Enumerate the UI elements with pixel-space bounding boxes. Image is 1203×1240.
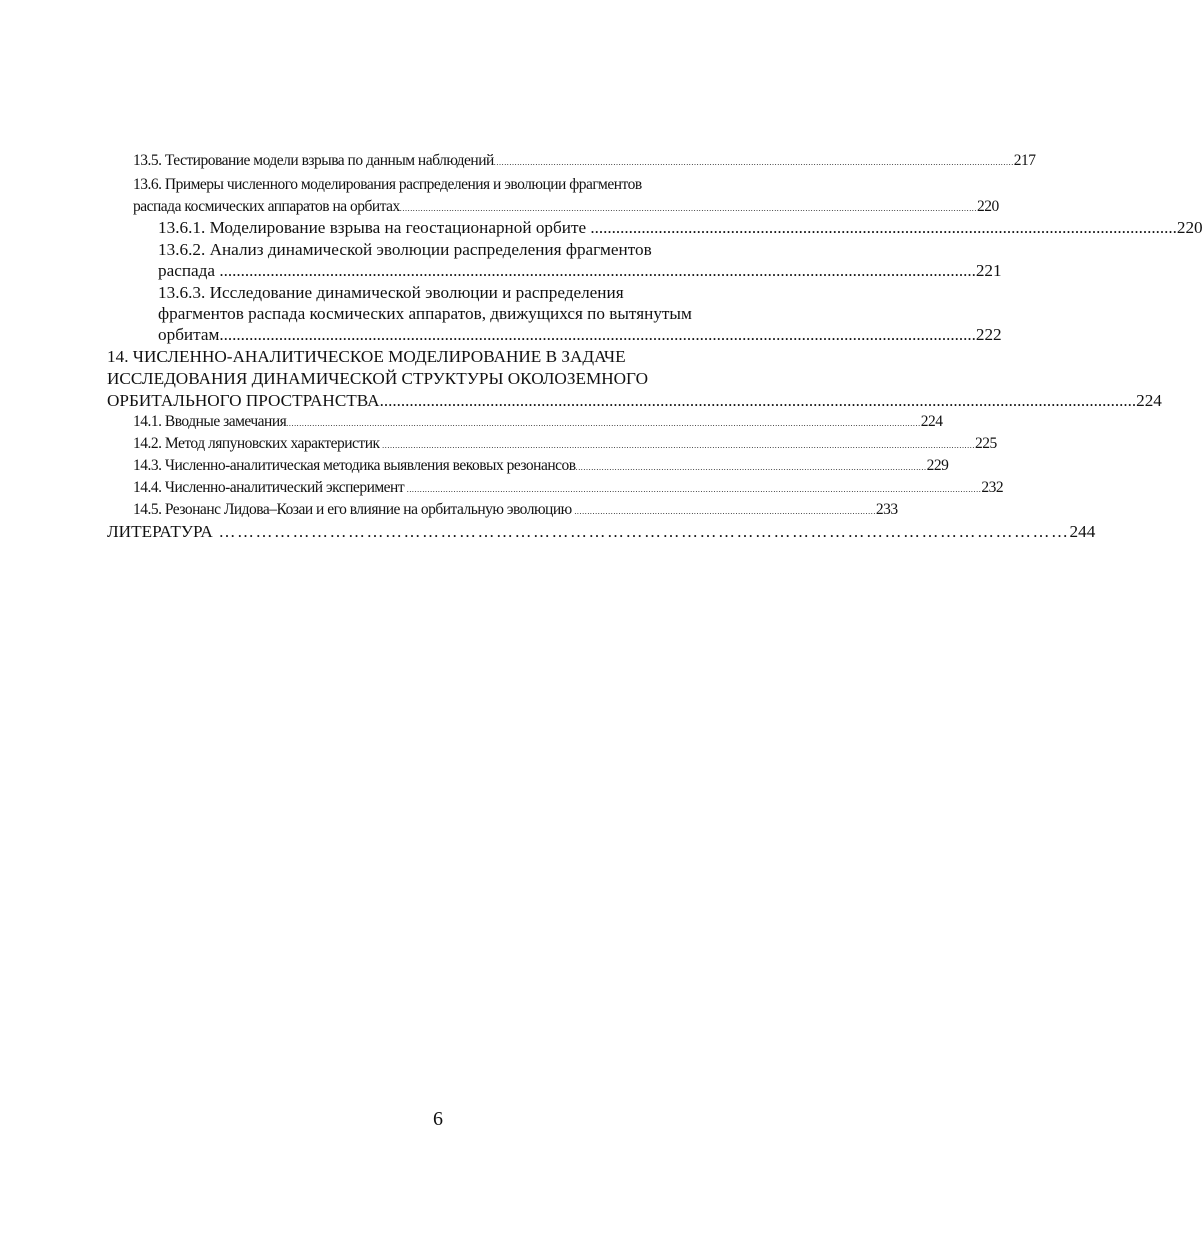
toc-leader-dots: .......................................................................................................................................... <box>586 218 1177 237</box>
toc-entry[interactable] <box>133 413 943 431</box>
toc-entry-title: 14.5. Резонанс Лидова–Козаи и его влияние на орбитальную эволюцию <box>133 501 572 518</box>
toc-entry-title: 14.4. Численно-аналитический эксперимент <box>133 479 405 496</box>
toc-page-number: 220 <box>977 198 999 215</box>
toc-page-number: 233 <box>875 501 898 518</box>
toc-leader-dots: .................................................................................................................................................................................. <box>219 325 976 344</box>
toc-chapter-continuation[interactable] <box>107 391 1162 411</box>
toc-entry-title: 14.2. Метод ляпуновских характеристик <box>133 435 380 452</box>
toc-entry[interactable] <box>133 152 1036 170</box>
toc-leader-dots: .............................................................................................................................................................................................................................. <box>399 204 977 213</box>
toc-entry-title: распада <box>158 261 216 280</box>
toc-entry[interactable] <box>133 457 949 475</box>
toc-entry[interactable] <box>158 240 767 260</box>
toc-leader-dots: .................................................................................................................................................................................................................................................... <box>286 419 921 428</box>
toc-leader-dots: ............................................................................................................................................................................................................................. <box>404 485 982 494</box>
toc-chapter-entry[interactable] <box>107 522 1096 542</box>
page-number: 6 <box>433 1108 443 1130</box>
toc-page-number: 222 <box>975 325 1002 344</box>
toc-entry-title: орбитам <box>158 325 220 344</box>
toc-entry[interactable] <box>158 218 1203 238</box>
toc-page-number: 229 <box>926 457 949 474</box>
toc-entry-title: 13.5. Тестирование модели взрыва по данным наблюдений <box>133 152 494 169</box>
toc-chapter-title: ЛИТЕРАТУРА <box>107 522 213 541</box>
toc-chapter-title: ИССЛЕДОВАНИЯ ДИНАМИЧЕСКОЙ СТРУКТУРЫ ОКОЛОЗЕМНОГО <box>107 369 648 388</box>
toc-page-number: 224 <box>920 413 943 430</box>
toc-chapter-title: ОРБИТАЛЬНОГО ПРОСТРАНСТВА <box>107 391 380 410</box>
toc-leader-dots: .................................................................................................................................................................................. <box>379 391 1137 410</box>
toc-entry-title: распада космических аппаратов на орбитах <box>133 198 400 215</box>
toc-page-number: 244 <box>1069 522 1096 541</box>
toc-entry[interactable] <box>133 176 767 194</box>
toc-entry-title: фрагментов распада космических аппаратов, движущихся по вытянутым <box>158 304 692 323</box>
toc-leader-dots: .................................................................................................................................................................................. <box>215 261 976 280</box>
toc-entry-title: 13.6.2. Анализ динамической эволюции распределения фрагментов <box>158 240 652 259</box>
toc-entry-title: 14.3. Численно-аналитическая методика выявления вековых резонансов <box>133 457 576 474</box>
toc-leader-dots: ........................................................................................................................................................................................................ <box>493 158 1014 167</box>
toc-page-number: 221 <box>975 261 1002 280</box>
toc-entry-title: 13.6.3. Исследование динамической эволюции и распределения <box>158 283 624 302</box>
toc-page-number: 224 <box>1136 391 1162 410</box>
toc-chapter-title: 14. ЧИСЛЕННО-АНАЛИТИЧЕСКОЕ МОДЕЛИРОВАНИЕ В ЗАДАЧЕ <box>107 347 626 366</box>
toc-entry[interactable] <box>133 501 898 519</box>
toc-entry-title: 14.1. Вводные замечания <box>133 413 287 430</box>
toc-entry-title: 13.6.1. Моделирование взрыва на геостационарной орбите <box>158 218 587 237</box>
toc-entry[interactable] <box>133 479 1004 497</box>
toc-page-number: 225 <box>974 435 997 452</box>
toc-page-number: 217 <box>1013 152 1036 169</box>
toc-entry-title: 13.6. Примеры численного моделирования распределения и эволюции фрагментов <box>133 176 642 193</box>
toc-chapter-entry[interactable] <box>107 347 767 367</box>
toc-entry[interactable] <box>133 435 997 453</box>
toc-leader-dots: ………………………………………………………………………………………………………………………… <box>212 522 1070 541</box>
toc-entry-continuation[interactable] <box>158 261 1002 281</box>
toc-entry-continuation[interactable] <box>158 325 1002 345</box>
toc-page-number: 232 <box>981 479 1004 496</box>
toc-leader-dots: ....................................................................................................................................... <box>575 463 927 472</box>
toc-leader-dots: .................................................................................................................................................................................................................................... <box>379 441 975 450</box>
toc-entry[interactable] <box>158 283 767 303</box>
toc-entry-continuation[interactable] <box>133 198 999 216</box>
toc-chapter-continuation[interactable] <box>107 369 767 389</box>
toc-page-number: 220 <box>1176 218 1203 237</box>
toc-leader-dots: .................................................................................................................... <box>571 507 876 516</box>
toc-entry-continuation[interactable] <box>158 304 767 324</box>
